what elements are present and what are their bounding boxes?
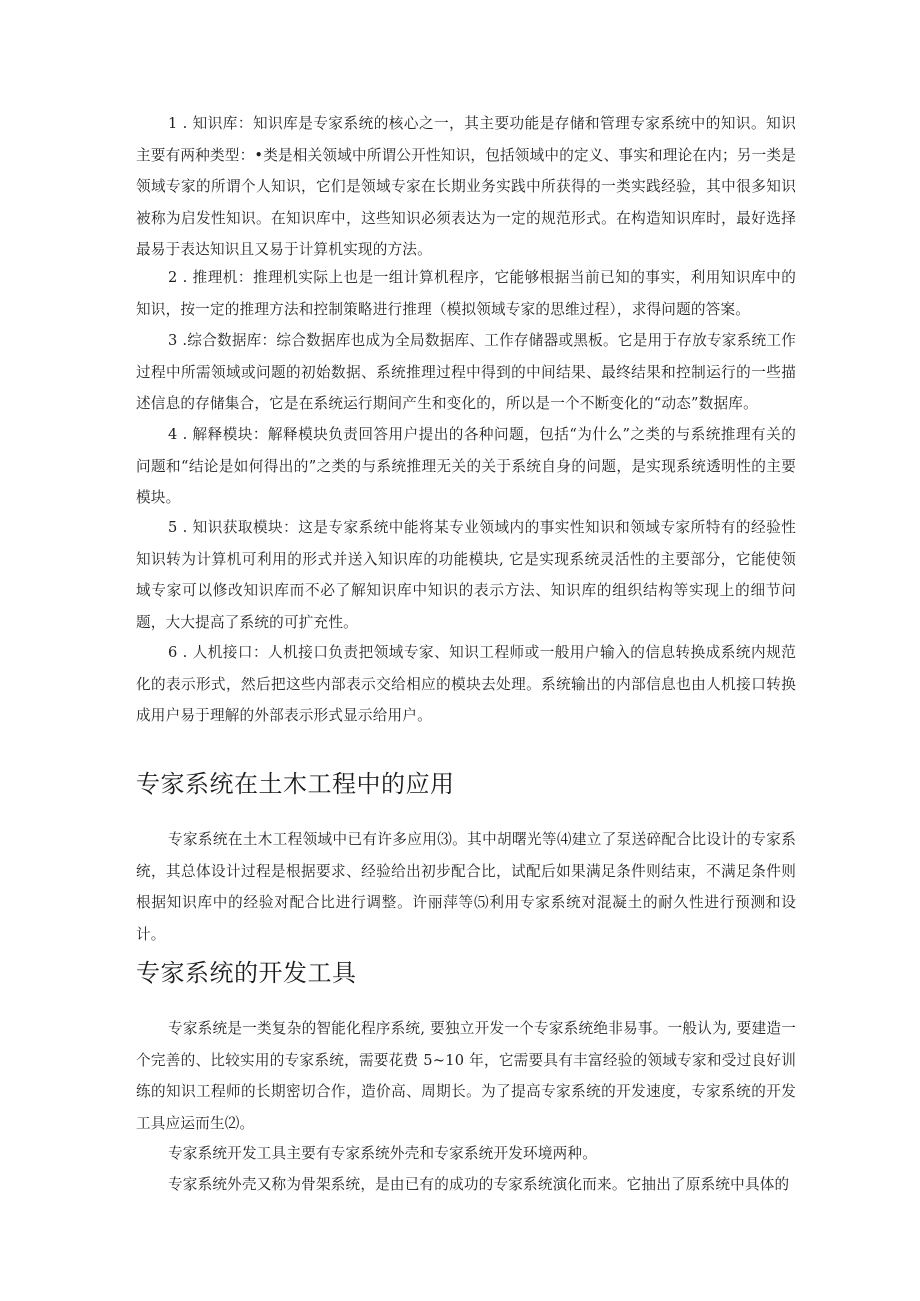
component-database: 3 .综合数据库：综合数据库也成为全局数据库、工作存储器或黑板。它是用于存放专家系统工作过程中所需领域或问题的初始数据、系统推理过程中得到的中间结果、最终结果和控制运行的一些描述信息的存储集合，它是在系统运行期间产生和变化的，所以是一个不断变化的“动态”数据库。 [136, 332, 796, 412]
tools-paragraph-2: 专家系统开发工具主要有专家系统外壳和专家系统开发环境两种。 [168, 1145, 598, 1162]
heading-civil-applications: 专家系统在土木工程中的应用 [136, 770, 455, 798]
civil-paragraph: 专家系统在土木工程领域中已有许多应用⑶。其中胡曙光等⑷建立了泵送碎配合比设计的专家系统，其总体设计过程是根据要求、经验给出初步配合比，试配后如果满足条件则结束，不满足条件则根据知识库中的经验对配合比进行调整。许丽萍等⑸利用专家系统对混凝土的耐久性进行预测和设计。 [136, 831, 796, 943]
component-knowledge-acquisition: 5 . 知识获取模块：这是专家系统中能将某专业领域内的事实性知识和领域专家所特有的经验性知识转为计算机可利用的形式并送入知识库的功能模块, 它是实现系统灵活性的主要部分，它能使领域专家可以修改知识库而不必了解知识库中知识的表示方法、知识库的组织结构等实现上的细节问题，大大提高了系统的可扩充性。 [136, 519, 796, 631]
component-interface: 6 . 人机接口：人机接口负责把领域专家、知识工程师或一般用户输入的信息转换成系统内规范化的表示形式，然后把这些内部表示交给相应的模块去处理。系统输出的内部信息也由人机接口转换成用户易于理解的外部表示形式显示给用户。 [136, 644, 796, 724]
heading-dev-tools: 专家系统的开发工具 [136, 959, 357, 987]
component-knowledge-base: 1 . 知识库：知识库是专家系统的核心之一，其主要功能是存储和管理专家系统中的知识。知识主要有两种类型：•类是相关领域中所谓公开性知识，包括领域中的定义、事实和理论在内；另一类是领域专家的所谓个人知识，它们是领域专家在长期业务实践中所获得的一类实践经验，其中很多知识被称为启发性知识。在知识库中，这些知识必须表达为一定的规范形式。在构造知识库时，最好选择最易于表达知识且又易于计算机实现的方法。 [136, 115, 796, 258]
component-explanation: 4 . 解释模块：解释模块负责回答用户提出的各种问题，包括“为什么”之类的与系统推理有关的问题和“结论是如何得出的”之类的与系统推理无关的关于系统自身的问题，是实现系统透明性的主要模块。 [136, 426, 796, 506]
component-inference-engine: 2 . 推理机：推理机实际上也是一组计算机程序，它能够根据当前已知的事实，利用知识库中的知识，按一定的推理方法和控制策略进行推理（模拟领域专家的思维过程），求得问题的答案。 [136, 269, 796, 318]
tools-paragraph-1: 专家系统是一类复杂的智能化程序系统, 要独立开发一个专家系统绝非易事。一般认为, 要建造一个完善的、比较实用的专家系统，需要花费 5~10 年，它需要具有丰富经验的领域专家和受过良好训练的知识工程师的长期密切合作，造价高、周期长。为了提高专家系统的开发速度，专家系统的开发工具应运而生⑵。 [136, 1020, 796, 1132]
tools-paragraph-3: 专家系统外壳又称为骨架系统，是由已有的成功的专家系统演化而来。它抽出了原系统中具体的 [168, 1176, 790, 1193]
